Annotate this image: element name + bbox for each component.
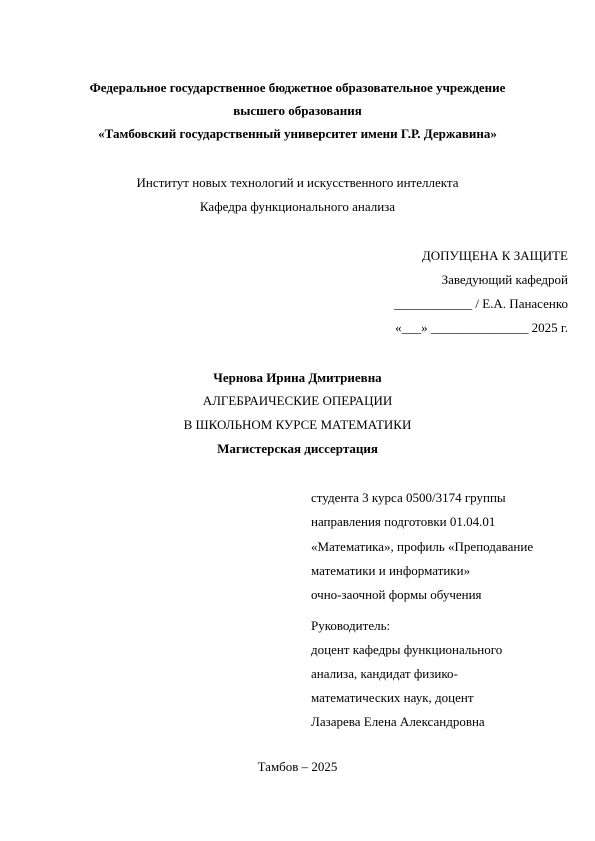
approval-title: ДОПУЩЕНА К ЗАЩИТЕ	[421, 248, 568, 263]
supervisor-line: доцент кафедры функционального	[311, 642, 503, 657]
student-line: студента 3 курса 0500/3174 группы	[311, 490, 506, 505]
student-line: направления подготовки 01.04.01	[311, 514, 496, 529]
institute-name: Институт новых технологий и искусственного интеллекта	[136, 175, 459, 190]
approval-date: «___» _______________ 2025 г.	[395, 320, 568, 335]
university-name: «Тамбовский государственный университет имени Г.Р. Державина»	[98, 126, 497, 141]
thesis-type: Магистерская диссертация	[217, 441, 378, 456]
thesis-title-line1: АЛГЕБРАИЧЕСКИЕ ОПЕРАЦИИ	[202, 393, 393, 408]
student-line: математики и информатики»	[311, 563, 471, 578]
approval-signature: ____________ / Е.А. Панасенко	[394, 296, 568, 311]
education-level: высшего образования	[233, 103, 362, 118]
thesis-title-line2: В ШКОЛЬНОМ КУРСЕ МАТЕМАТИКИ	[183, 417, 412, 432]
author-name: Чернова Ирина Дмитриевна	[213, 370, 382, 385]
supervisor-line: математических наук, доцент	[311, 690, 474, 705]
supervisor-label: Руководитель:	[311, 618, 391, 633]
supervisor-name: Лазарева Елена Александровна	[311, 714, 485, 729]
student-line: очно-заочной формы обучения	[311, 587, 482, 602]
department-name: Кафедра функционального анализа	[199, 199, 396, 214]
organization-type: Федеральное государственное бюджетное образовательное учреждение	[89, 80, 506, 95]
supervisor-line: анализа, кандидат физико-	[311, 666, 458, 681]
approval-position: Заведующий кафедрой	[441, 272, 568, 287]
student-line: «Математика», профиль «Преподавание	[311, 539, 534, 554]
city-year: Тамбов – 2025	[257, 759, 338, 774]
